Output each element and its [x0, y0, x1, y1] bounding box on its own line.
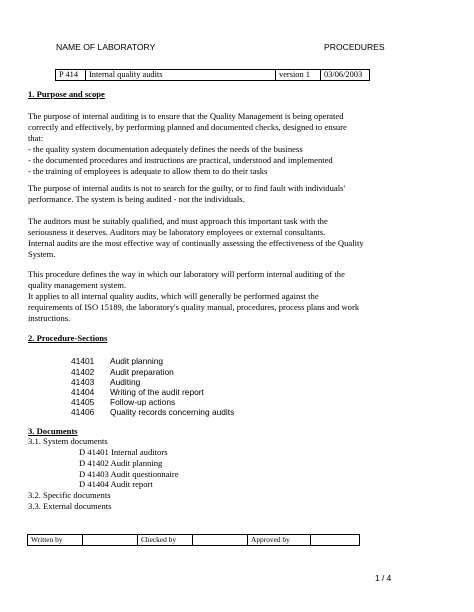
procedure-title: Internal quality audits — [86, 70, 276, 81]
text-line: that: — [28, 133, 44, 143]
text-line: quality management system. — [28, 280, 127, 290]
document-type: PROCEDURES — [324, 42, 385, 52]
checked-by-label: Checked by — [138, 535, 193, 546]
text-line: instructions. — [28, 313, 71, 323]
section-label: Follow-up actions — [110, 397, 176, 407]
approved-by-field — [311, 535, 360, 546]
document-item: D 41403 Audit questionnaire — [79, 469, 179, 479]
checked-by-field — [193, 535, 248, 546]
section-number: 41402 — [71, 367, 95, 377]
text-line: It applies to all internal quality audits, which will generally be performed against the — [28, 291, 319, 301]
section-documents-heading: 3. Documents — [28, 426, 78, 436]
procedure-section-row — [71, 356, 163, 367]
subsection-external-documents: 3.3. External documents — [28, 501, 112, 511]
section-number: 41405 — [71, 397, 95, 407]
text-line: The auditors must be suitably qualified, and must approach this important task with the — [28, 216, 328, 226]
section-label: Writing of the audit report — [110, 387, 204, 397]
section-procedure-sections-heading: 2. Procedure-Sections — [28, 333, 108, 343]
section-number: 41404 — [71, 387, 95, 397]
signoff-table — [27, 534, 360, 546]
text-line: Internal audits are the most effective way of continually assessing the effectiveness of the Quality — [28, 238, 364, 248]
laboratory-name: NAME OF LABORATORY — [56, 42, 156, 52]
text-line: System. — [28, 249, 56, 259]
purpose-paragraph-1 — [28, 111, 448, 177]
subsection-system-documents: 3.1. System documents — [28, 436, 108, 446]
document-item: D 41404 Audit report — [79, 479, 153, 489]
procedure-version: version 1 — [276, 70, 321, 81]
page-number: 1 / 4 — [375, 573, 392, 583]
section-number: 41403 — [71, 377, 95, 387]
section-label: Audit preparation — [110, 367, 174, 377]
bullet-item: - the training of employees is adequate to allow them to do their tasks — [28, 166, 268, 176]
written-by-label: Written by — [28, 535, 83, 546]
text-line: This procedure defines the way in which our laboratory will perform internal auditing of the — [28, 269, 345, 279]
purpose-paragraph-2 — [28, 183, 448, 205]
section-label: Quality records concerning audits — [110, 407, 235, 417]
section-number: 41406 — [71, 407, 95, 417]
section-number: 41401 — [71, 356, 95, 366]
text-line: performance. The system is being audited - not the individuals. — [28, 194, 245, 204]
purpose-paragraph-3 — [28, 216, 448, 260]
written-by-field — [83, 535, 138, 546]
text-line: The purpose of internal auditing is to ensure that the Quality Management is being operated — [28, 111, 344, 121]
procedure-date: 03/06/2003 — [321, 70, 370, 81]
text-line: seriousness it deserves. Auditors may be laboratory employees or external consultants. — [28, 227, 326, 237]
section-label: Auditing — [110, 377, 141, 387]
text-line: The purpose of internal audits is not to search for the guilty, or to find fault with individuals' — [28, 183, 345, 193]
reference-table — [55, 69, 370, 81]
text-line: requirements of ISO 15189, the laboratory's quality manual, procedures, process plans and work — [28, 302, 360, 312]
procedure-code: P 414 — [56, 70, 86, 81]
document-item: D 41401 Internal auditors — [79, 447, 168, 457]
document-item: D 41402 Audit planning — [79, 458, 163, 468]
bullet-item: - the documented procedures and instructions are practical, understood and implemented — [28, 155, 333, 165]
section-purpose-heading: 1. Purpose and scope — [28, 89, 105, 99]
procedure-section-row — [71, 407, 234, 418]
subsection-specific-documents: 3.2. Specific documents — [28, 490, 111, 500]
purpose-paragraph-4 — [28, 269, 448, 324]
approved-by-label: Approved by — [248, 535, 311, 546]
text-line: correctly and effectively, by performing planned and documented checks, designed to ensure — [28, 122, 347, 132]
section-label: Audit planning — [110, 356, 164, 366]
bullet-item: - the quality system documentation adequately defines the needs of the business — [28, 144, 303, 154]
